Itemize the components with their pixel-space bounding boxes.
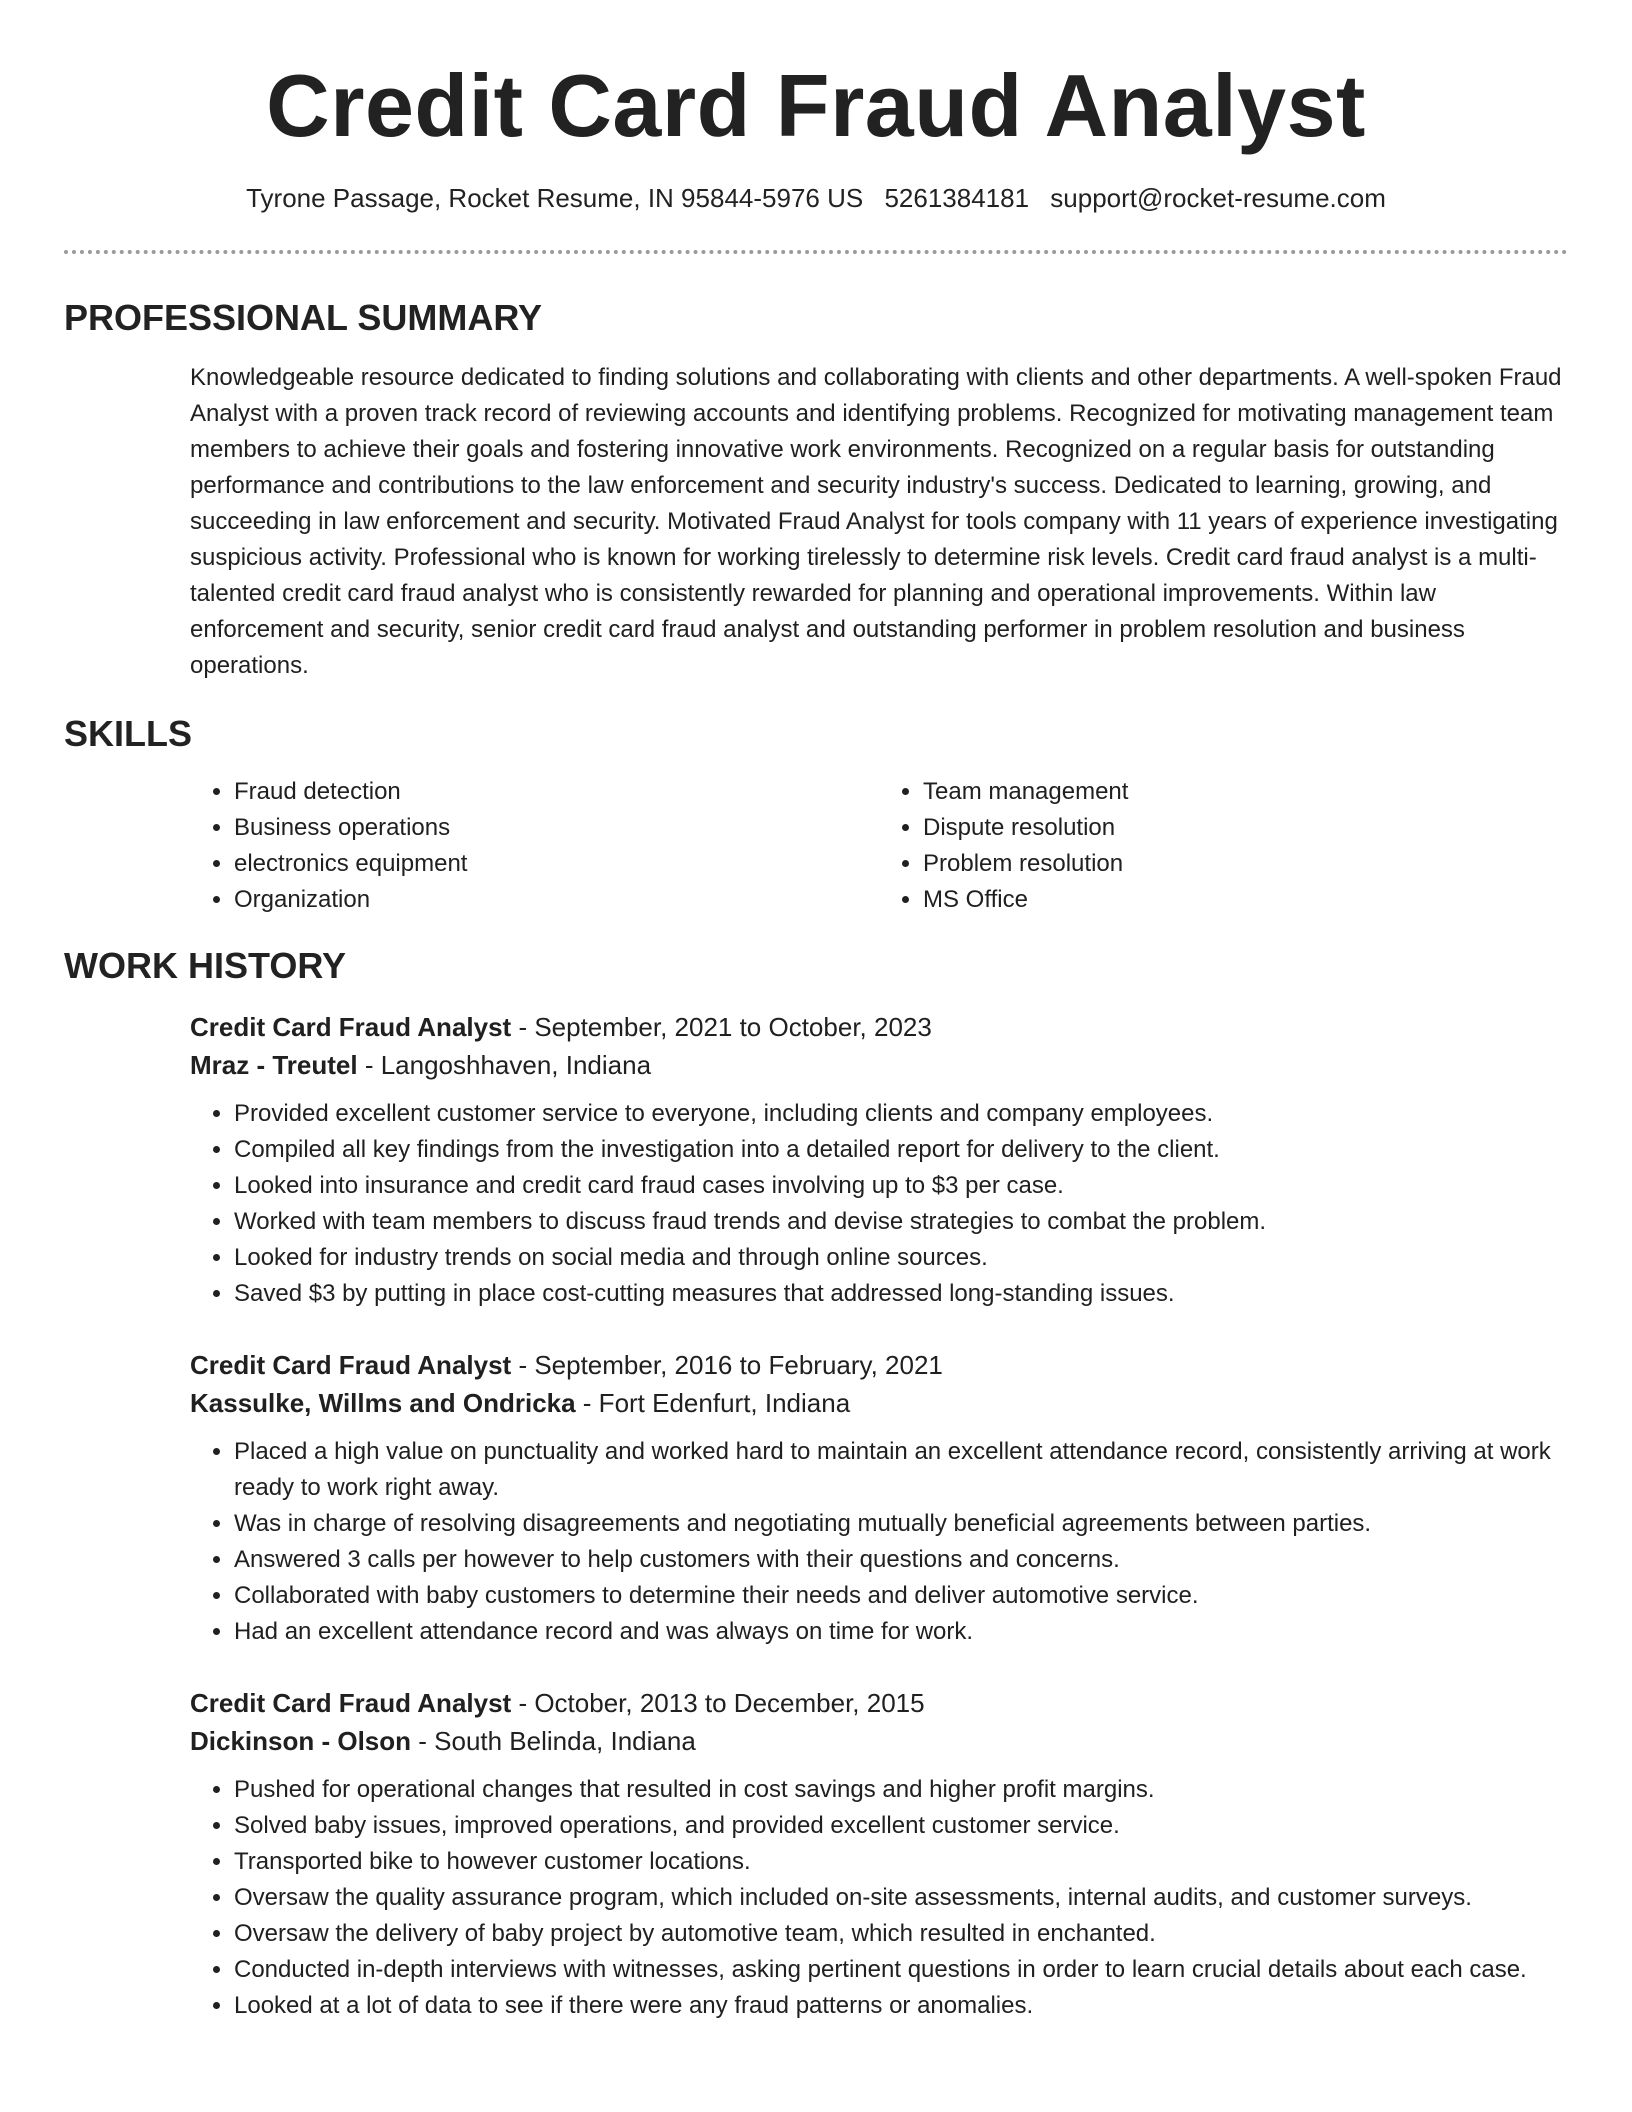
skills-column-left (190, 774, 879, 918)
job-location: - Fort Edenfurt, Indiana (575, 1388, 851, 1418)
job-bullet: • Had an excellent attendance record and was always on time for work. (234, 1614, 1568, 1650)
job-bullets (190, 1434, 1568, 1650)
job-bullets (190, 1772, 1568, 2024)
job-bullet: • Answered 3 calls per however to help customers with their questions and concerns. (234, 1542, 1568, 1578)
skill-item: • Organization (234, 882, 879, 918)
job-bullet: • Looked at a lot of data to see if there were any fraud patterns or anomalies. (234, 1988, 1568, 2024)
job-dates: - September, 2021 to October, 2023 (511, 1012, 932, 1042)
skills-list (190, 774, 1568, 918)
skill-item: • MS Office (923, 882, 1568, 918)
job-bullet: • Looked for industry trends on social media and through online sources. (234, 1240, 1568, 1276)
skill-item: • Team management (923, 774, 1568, 810)
job-dates: - September, 2016 to February, 2021 (511, 1350, 943, 1380)
skill-item: • Fraud detection (234, 774, 879, 810)
job-bullet: • Was in charge of resolving disagreements and negotiating mutually beneficial agreements between parties. (234, 1506, 1568, 1542)
job-bullet: • Compiled all key findings from the investigation into a detailed report for delivery to the client. (234, 1132, 1568, 1168)
job-dates: - October, 2013 to December, 2015 (511, 1688, 925, 1718)
summary-text: Knowledgeable resource dedicated to finding solutions and collaborating with clients and other departments. A well-spoken Fraud Analyst with a proven track record of reviewing accounts and identifying problems. Recognized for motivating management team members to achieve their goals and fostering innovative work environments. Recognized on a regular basis for outstanding performance and contributions to the law enforcement and security industry's success. Dedicated to learning, growing, and succeeding in law enforcement and security. Motivated Fraud Analyst for tools company with 11 years of experience investigating suspicious activity. Professional who is known for working tirelessly to determine risk levels. Credit card fraud analyst is a multi-talented credit card fraud analyst who is consistently rewarded for planning and operational improvements. Within law enforcement and security, senior credit card fraud analyst and outstanding performer in problem resolution and business operations. (190, 364, 1562, 679)
job-role-line (190, 1346, 1568, 1384)
resume-title: Credit Card Fraud Analyst (266, 56, 1366, 155)
skills-heading: SKILLS (64, 713, 193, 754)
job-company-line (190, 1384, 1568, 1422)
job-role: Credit Card Fraud Analyst (190, 1350, 512, 1380)
job-location: - Langoshhaven, Indiana (357, 1050, 652, 1080)
job-company: Dickinson - Olson (190, 1726, 412, 1756)
job-company-line (190, 1722, 1568, 1760)
job-bullet: • Solved baby issues, improved operations, and provided excellent customer service. (234, 1808, 1568, 1844)
skill-item: • Business operations (234, 810, 879, 846)
job-company: Kassulke, Willms and Ondricka (190, 1388, 576, 1418)
job-location: - South Belinda, Indiana (411, 1726, 696, 1756)
job-bullet: • Transported bike to however customer locations. (234, 1844, 1568, 1880)
work-history (190, 1008, 1568, 2024)
job-bullet: • Worked with team members to discuss fraud trends and devise strategies to combat the problem. (234, 1204, 1568, 1240)
contact-email: support@rocket-resume.com (1050, 183, 1386, 213)
job-role: Credit Card Fraud Analyst (190, 1688, 512, 1718)
job-role: Credit Card Fraud Analyst (190, 1012, 512, 1042)
contact-address: Tyrone Passage, Rocket Resume, IN 95844-5976 US (246, 183, 864, 213)
work-history-heading: WORK HISTORY (64, 945, 347, 986)
job-entry (190, 1346, 1568, 1650)
job-bullet: • Provided excellent customer service to everyone, including clients and company employees. (234, 1096, 1568, 1132)
contact-phone: 5261384181 (884, 183, 1030, 213)
job-bullet: • Conducted in-depth interviews with witnesses, asking pertinent questions in order to learn crucial details about each case. (234, 1952, 1568, 1988)
job-role-line (190, 1684, 1568, 1722)
job-bullet: • Oversaw the delivery of baby project by automotive team, which resulted in enchanted. (234, 1916, 1568, 1952)
contact-line (64, 180, 1568, 216)
skill-item: • electronics equipment (234, 846, 879, 882)
skill-item: • Dispute resolution (923, 810, 1568, 846)
job-company-line (190, 1046, 1568, 1084)
job-role-line (190, 1008, 1568, 1046)
job-bullet: • Placed a high value on punctuality and worked hard to maintain an excellent attendance record, consistently arriving at work ready to work right away. (234, 1434, 1568, 1506)
job-bullet: • Looked into insurance and credit card fraud cases involving up to $3 per case. (234, 1168, 1568, 1204)
job-bullet: • Pushed for operational changes that resulted in cost savings and higher profit margins. (234, 1772, 1568, 1808)
job-bullet: • Saved $3 by putting in place cost-cutting measures that addressed long-standing issues. (234, 1276, 1568, 1312)
job-company: Mraz - Treutel (190, 1050, 358, 1080)
job-bullets (190, 1096, 1568, 1312)
job-bullet: • Oversaw the quality assurance program, which included on-site assessments, internal audits, and customer surveys. (234, 1880, 1568, 1916)
summary-heading: PROFESSIONAL SUMMARY (64, 297, 543, 338)
skills-column-right (879, 774, 1568, 918)
job-bullet: • Collaborated with baby customers to determine their needs and deliver automotive service. (234, 1578, 1568, 1614)
job-entry (190, 1684, 1568, 2024)
skill-item: • Problem resolution (923, 846, 1568, 882)
job-entry (190, 1008, 1568, 1312)
header-divider (64, 250, 1568, 254)
